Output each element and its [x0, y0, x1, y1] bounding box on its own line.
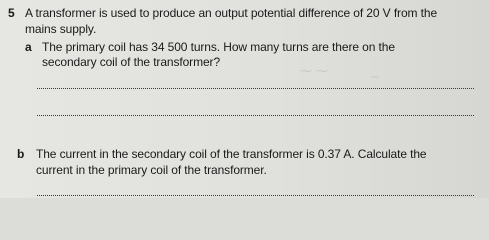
- answer-line-b-1[interactable]: [37, 195, 474, 196]
- part-a-line-1: The primary coil has 34 500 turns. How many turns are there on the: [42, 40, 395, 54]
- question-intro-line-2: mains supply.: [25, 22, 97, 36]
- part-a-line-2: secondary coil of the transformer?: [42, 55, 221, 69]
- show-through-marks: ⁓ ⁓: [300, 64, 328, 78]
- answer-line-a-2[interactable]: [37, 115, 474, 116]
- part-b-line-2: current in the primary coil of the transformer.: [36, 163, 267, 177]
- question-intro-line-1: A transformer is used to produce an output potential difference of 20 V from the: [25, 6, 438, 20]
- show-through-marks: ~: [370, 70, 381, 84]
- answer-line-a-1[interactable]: [37, 88, 474, 89]
- part-b-line-1: The current in the secondary coil of the transformer is 0.37 A. Calculate the: [36, 147, 427, 161]
- part-b-label: b: [17, 147, 25, 161]
- part-a-label: a: [25, 40, 32, 54]
- question-number: 5: [8, 6, 15, 20]
